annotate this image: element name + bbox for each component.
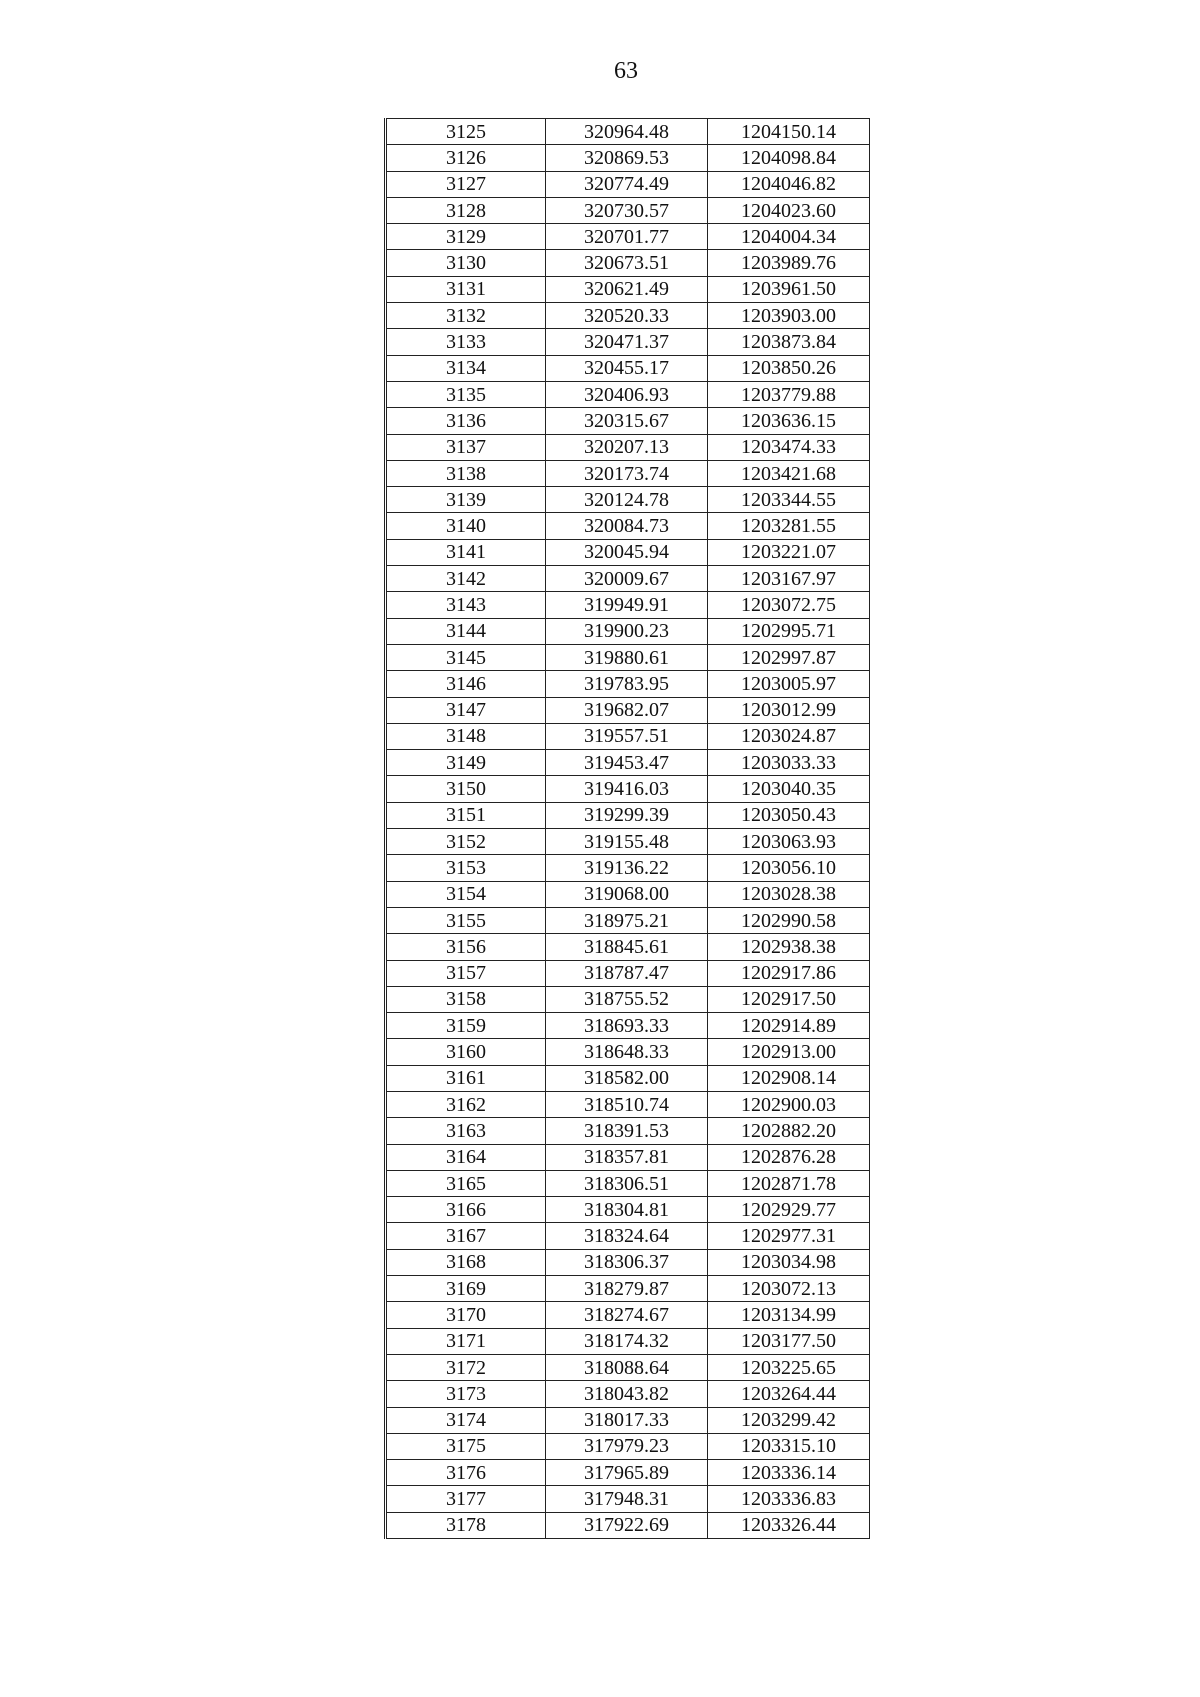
y-coordinate-cell: 1203315.10 <box>708 1433 870 1459</box>
y-coordinate-cell: 1202917.86 <box>708 960 870 986</box>
x-coordinate-cell: 320009.67 <box>546 566 708 592</box>
point-number-cell: 3142 <box>386 566 546 592</box>
y-coordinate-cell: 1202882.20 <box>708 1118 870 1144</box>
y-coordinate-cell: 1203336.14 <box>708 1460 870 1486</box>
x-coordinate-cell: 320207.13 <box>546 434 708 460</box>
x-coordinate-cell: 320520.33 <box>546 303 708 329</box>
y-coordinate-cell: 1203299.42 <box>708 1407 870 1433</box>
y-coordinate-cell: 1202900.03 <box>708 1091 870 1117</box>
table-row <box>386 1144 870 1170</box>
table-row <box>386 776 870 802</box>
x-coordinate-cell: 320621.49 <box>546 276 708 302</box>
point-number-cell: 3166 <box>386 1197 546 1223</box>
x-coordinate-cell: 318306.51 <box>546 1170 708 1196</box>
point-number-cell: 3150 <box>386 776 546 802</box>
table-row <box>386 513 870 539</box>
point-number-cell: 3178 <box>386 1512 546 1538</box>
table-row <box>386 1249 870 1275</box>
table-row <box>386 1276 870 1302</box>
point-number-cell: 3138 <box>386 460 546 486</box>
table-row <box>386 1170 870 1196</box>
y-coordinate-cell: 1204098.84 <box>708 145 870 171</box>
point-number-cell: 3148 <box>386 723 546 749</box>
point-number-cell: 3140 <box>386 513 546 539</box>
y-coordinate-cell: 1203873.84 <box>708 329 870 355</box>
y-coordinate-cell: 1203850.26 <box>708 355 870 381</box>
point-number-cell: 3146 <box>386 671 546 697</box>
x-coordinate-cell: 319682.07 <box>546 697 708 723</box>
table-row <box>386 1091 870 1117</box>
x-coordinate-cell: 317948.31 <box>546 1486 708 1512</box>
table-row <box>386 434 870 460</box>
table-row <box>386 250 870 276</box>
table-row <box>386 1302 870 1328</box>
point-number-cell: 3135 <box>386 381 546 407</box>
y-coordinate-cell: 1202908.14 <box>708 1065 870 1091</box>
coordinates-table <box>384 118 870 1539</box>
x-coordinate-cell: 320406.93 <box>546 381 708 407</box>
x-coordinate-cell: 320774.49 <box>546 171 708 197</box>
table-row <box>386 1354 870 1380</box>
y-coordinate-cell: 1203063.93 <box>708 829 870 855</box>
y-coordinate-cell: 1203167.97 <box>708 566 870 592</box>
table-row <box>386 355 870 381</box>
table-row <box>386 303 870 329</box>
y-coordinate-cell: 1203281.55 <box>708 513 870 539</box>
point-number-cell: 3164 <box>386 1144 546 1170</box>
point-number-cell: 3171 <box>386 1328 546 1354</box>
y-coordinate-cell: 1203221.07 <box>708 539 870 565</box>
y-coordinate-cell: 1203636.15 <box>708 408 870 434</box>
table-row <box>386 145 870 171</box>
table-row <box>386 566 870 592</box>
point-number-cell: 3170 <box>386 1302 546 1328</box>
point-number-cell: 3165 <box>386 1170 546 1196</box>
table-row <box>386 1197 870 1223</box>
point-number-cell: 3160 <box>386 1039 546 1065</box>
x-coordinate-cell: 320701.77 <box>546 224 708 250</box>
x-coordinate-cell: 318582.00 <box>546 1065 708 1091</box>
x-coordinate-cell: 318306.37 <box>546 1249 708 1275</box>
x-coordinate-cell: 320045.94 <box>546 539 708 565</box>
table-row <box>386 1407 870 1433</box>
point-number-cell: 3134 <box>386 355 546 381</box>
table-row <box>386 1486 870 1512</box>
point-number-cell: 3145 <box>386 644 546 670</box>
y-coordinate-cell: 1203421.68 <box>708 460 870 486</box>
y-coordinate-cell: 1202871.78 <box>708 1170 870 1196</box>
table-row <box>386 881 870 907</box>
x-coordinate-cell: 319416.03 <box>546 776 708 802</box>
table-row <box>386 1433 870 1459</box>
x-coordinate-cell: 319880.61 <box>546 644 708 670</box>
point-number-cell: 3130 <box>386 250 546 276</box>
coordinates-table-body <box>386 119 870 1539</box>
point-number-cell: 3129 <box>386 224 546 250</box>
point-number-cell: 3141 <box>386 539 546 565</box>
y-coordinate-cell: 1203326.44 <box>708 1512 870 1538</box>
point-number-cell: 3168 <box>386 1249 546 1275</box>
y-coordinate-cell: 1203040.35 <box>708 776 870 802</box>
point-number-cell: 3163 <box>386 1118 546 1144</box>
x-coordinate-cell: 320455.17 <box>546 355 708 381</box>
table-row <box>386 802 870 828</box>
x-coordinate-cell: 320084.73 <box>546 513 708 539</box>
x-coordinate-cell: 317979.23 <box>546 1433 708 1459</box>
x-coordinate-cell: 318279.87 <box>546 1276 708 1302</box>
y-coordinate-cell: 1204004.34 <box>708 224 870 250</box>
table-row <box>386 381 870 407</box>
table-row <box>386 171 870 197</box>
y-coordinate-cell: 1203050.43 <box>708 802 870 828</box>
point-number-cell: 3159 <box>386 1013 546 1039</box>
table-row <box>386 1118 870 1144</box>
table-row <box>386 276 870 302</box>
x-coordinate-cell: 319299.39 <box>546 802 708 828</box>
point-number-cell: 3136 <box>386 408 546 434</box>
y-coordinate-cell: 1202938.38 <box>708 934 870 960</box>
y-coordinate-cell: 1203177.50 <box>708 1328 870 1354</box>
table-row <box>386 1328 870 1354</box>
y-coordinate-cell: 1202876.28 <box>708 1144 870 1170</box>
x-coordinate-cell: 318975.21 <box>546 907 708 933</box>
page-number: 63 <box>614 58 638 84</box>
x-coordinate-cell: 318274.67 <box>546 1302 708 1328</box>
y-coordinate-cell: 1204023.60 <box>708 197 870 223</box>
point-number-cell: 3132 <box>386 303 546 329</box>
y-coordinate-cell: 1203474.33 <box>708 434 870 460</box>
x-coordinate-cell: 320673.51 <box>546 250 708 276</box>
y-coordinate-cell: 1202977.31 <box>708 1223 870 1249</box>
point-number-cell: 3151 <box>386 802 546 828</box>
table-row <box>386 119 870 145</box>
table-row <box>386 1381 870 1407</box>
y-coordinate-cell: 1203012.99 <box>708 697 870 723</box>
point-number-cell: 3149 <box>386 750 546 776</box>
x-coordinate-cell: 318088.64 <box>546 1354 708 1380</box>
x-coordinate-cell: 318845.61 <box>546 934 708 960</box>
table-row <box>386 855 870 881</box>
x-coordinate-cell: 318017.33 <box>546 1407 708 1433</box>
table-row <box>386 723 870 749</box>
x-coordinate-cell: 317965.89 <box>546 1460 708 1486</box>
point-number-cell: 3147 <box>386 697 546 723</box>
table-row <box>386 697 870 723</box>
table-row <box>386 1039 870 1065</box>
point-number-cell: 3131 <box>386 276 546 302</box>
point-number-cell: 3143 <box>386 592 546 618</box>
y-coordinate-cell: 1203779.88 <box>708 381 870 407</box>
y-coordinate-cell: 1203072.13 <box>708 1276 870 1302</box>
x-coordinate-cell: 318324.64 <box>546 1223 708 1249</box>
point-number-cell: 3126 <box>386 145 546 171</box>
x-coordinate-cell: 320173.74 <box>546 460 708 486</box>
x-coordinate-cell: 318787.47 <box>546 960 708 986</box>
point-number-cell: 3156 <box>386 934 546 960</box>
y-coordinate-cell: 1203028.38 <box>708 881 870 907</box>
table-row <box>386 671 870 697</box>
x-coordinate-cell: 318357.81 <box>546 1144 708 1170</box>
table-row <box>386 644 870 670</box>
point-number-cell: 3162 <box>386 1091 546 1117</box>
table-row <box>386 1013 870 1039</box>
point-number-cell: 3154 <box>386 881 546 907</box>
x-coordinate-cell: 319453.47 <box>546 750 708 776</box>
y-coordinate-cell: 1203989.76 <box>708 250 870 276</box>
point-number-cell: 3172 <box>386 1354 546 1380</box>
table-row <box>386 750 870 776</box>
point-number-cell: 3144 <box>386 618 546 644</box>
y-coordinate-cell: 1203034.98 <box>708 1249 870 1275</box>
y-coordinate-cell: 1204150.14 <box>708 119 870 145</box>
point-number-cell: 3177 <box>386 1486 546 1512</box>
x-coordinate-cell: 319136.22 <box>546 855 708 881</box>
point-number-cell: 3153 <box>386 855 546 881</box>
y-coordinate-cell: 1203134.99 <box>708 1302 870 1328</box>
table-row <box>386 460 870 486</box>
x-coordinate-cell: 318648.33 <box>546 1039 708 1065</box>
table-row <box>386 1512 870 1538</box>
y-coordinate-cell: 1203024.87 <box>708 723 870 749</box>
y-coordinate-cell: 1203336.83 <box>708 1486 870 1512</box>
point-number-cell: 3125 <box>386 119 546 145</box>
y-coordinate-cell: 1203225.65 <box>708 1354 870 1380</box>
x-coordinate-cell: 318693.33 <box>546 1013 708 1039</box>
y-coordinate-cell: 1203961.50 <box>708 276 870 302</box>
x-coordinate-cell: 320124.78 <box>546 487 708 513</box>
point-number-cell: 3169 <box>386 1276 546 1302</box>
table-row <box>386 487 870 513</box>
point-number-cell: 3157 <box>386 960 546 986</box>
point-number-cell: 3137 <box>386 434 546 460</box>
point-number-cell: 3127 <box>386 171 546 197</box>
point-number-cell: 3173 <box>386 1381 546 1407</box>
point-number-cell: 3155 <box>386 907 546 933</box>
table-row <box>386 1223 870 1249</box>
x-coordinate-cell: 318391.53 <box>546 1118 708 1144</box>
point-number-cell: 3175 <box>386 1433 546 1459</box>
table-row <box>386 197 870 223</box>
point-number-cell: 3128 <box>386 197 546 223</box>
x-coordinate-cell: 319783.95 <box>546 671 708 697</box>
table-row <box>386 224 870 250</box>
y-coordinate-cell: 1203903.00 <box>708 303 870 329</box>
x-coordinate-cell: 317922.69 <box>546 1512 708 1538</box>
y-coordinate-cell: 1203005.97 <box>708 671 870 697</box>
table-row <box>386 934 870 960</box>
point-number-cell: 3174 <box>386 1407 546 1433</box>
table-row <box>386 1460 870 1486</box>
y-coordinate-cell: 1202990.58 <box>708 907 870 933</box>
point-number-cell: 3133 <box>386 329 546 355</box>
y-coordinate-cell: 1203344.55 <box>708 487 870 513</box>
table-row <box>386 960 870 986</box>
y-coordinate-cell: 1202913.00 <box>708 1039 870 1065</box>
point-number-cell: 3152 <box>386 829 546 855</box>
x-coordinate-cell: 318174.32 <box>546 1328 708 1354</box>
table-row <box>386 592 870 618</box>
table-row <box>386 618 870 644</box>
table-row <box>386 986 870 1012</box>
x-coordinate-cell: 320869.53 <box>546 145 708 171</box>
y-coordinate-cell: 1202914.89 <box>708 1013 870 1039</box>
y-coordinate-cell: 1203033.33 <box>708 750 870 776</box>
table-row <box>386 408 870 434</box>
y-coordinate-cell: 1204046.82 <box>708 171 870 197</box>
y-coordinate-cell: 1203072.75 <box>708 592 870 618</box>
x-coordinate-cell: 320315.67 <box>546 408 708 434</box>
x-coordinate-cell: 318755.52 <box>546 986 708 1012</box>
x-coordinate-cell: 320471.37 <box>546 329 708 355</box>
x-coordinate-cell: 318043.82 <box>546 1381 708 1407</box>
table-row <box>386 907 870 933</box>
y-coordinate-cell: 1202995.71 <box>708 618 870 644</box>
point-number-cell: 3161 <box>386 1065 546 1091</box>
table-row <box>386 829 870 855</box>
table-row <box>386 1065 870 1091</box>
x-coordinate-cell: 319949.91 <box>546 592 708 618</box>
x-coordinate-cell: 319155.48 <box>546 829 708 855</box>
table-row <box>386 539 870 565</box>
y-coordinate-cell: 1202917.50 <box>708 986 870 1012</box>
point-number-cell: 3158 <box>386 986 546 1012</box>
x-coordinate-cell: 318304.81 <box>546 1197 708 1223</box>
x-coordinate-cell: 319068.00 <box>546 881 708 907</box>
x-coordinate-cell: 320730.57 <box>546 197 708 223</box>
x-coordinate-cell: 319557.51 <box>546 723 708 749</box>
point-number-cell: 3139 <box>386 487 546 513</box>
x-coordinate-cell: 318510.74 <box>546 1091 708 1117</box>
y-coordinate-cell: 1203056.10 <box>708 855 870 881</box>
table-row <box>386 329 870 355</box>
y-coordinate-cell: 1202997.87 <box>708 644 870 670</box>
x-coordinate-cell: 320964.48 <box>546 119 708 145</box>
x-coordinate-cell: 319900.23 <box>546 618 708 644</box>
y-coordinate-cell: 1202929.77 <box>708 1197 870 1223</box>
point-number-cell: 3176 <box>386 1460 546 1486</box>
y-coordinate-cell: 1203264.44 <box>708 1381 870 1407</box>
point-number-cell: 3167 <box>386 1223 546 1249</box>
